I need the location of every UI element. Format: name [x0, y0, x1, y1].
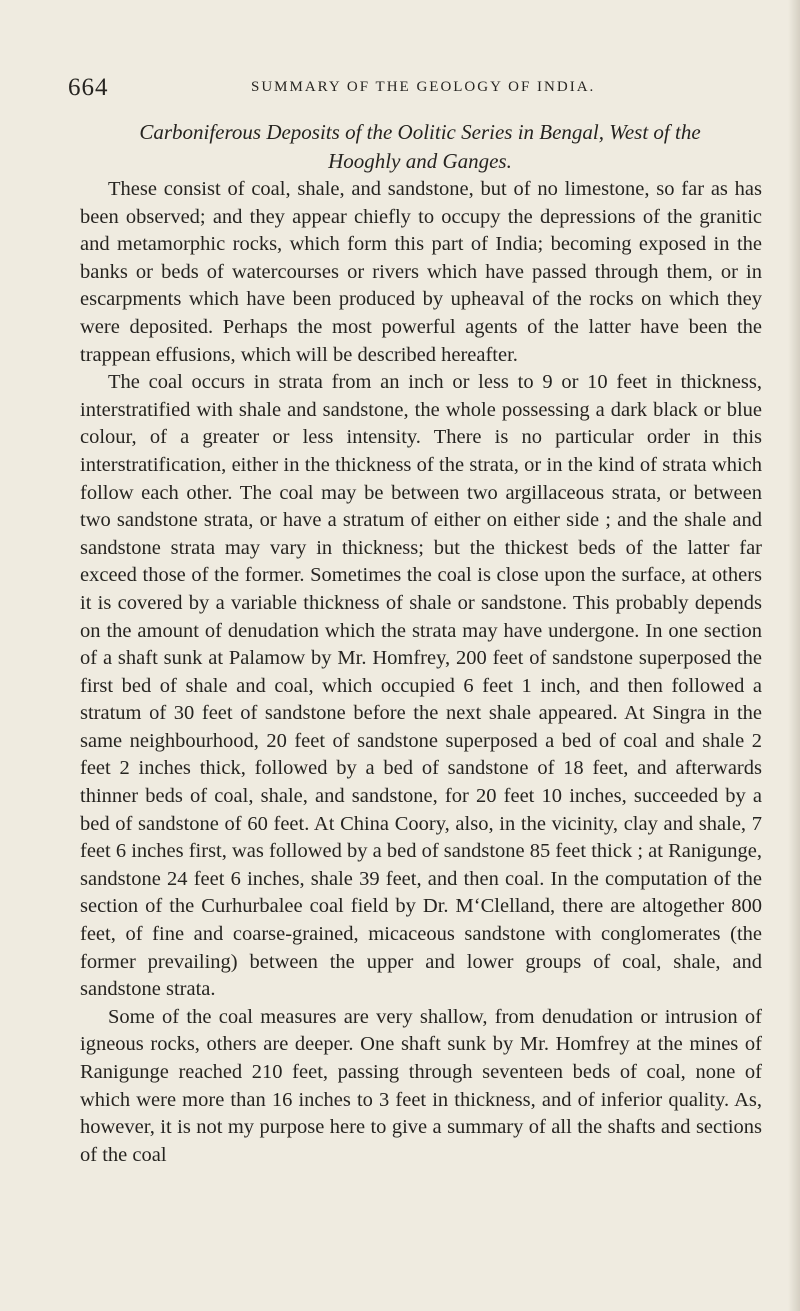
paragraph: The coal occurs in strata from an inch or less to 9 or 10 feet in thickness, interstratified with shale and sandstone, the whole possessing a dark black or blue colour, of a greater or less intensity. There is no particular order in this interstratification, either in the thickness of the strata, or in the kind of strata which follow each other. The coal may be between two argillaceous strata, or between two sandstone strata, or have a stratum of either on either side ; and the shale and sandstone strata may vary in thickness; but the thickest beds of the latter far exceed those of the former. Sometimes the coal is close upon the surface, at others it is covered by a variable thickness of shale or sandstone. This probably depends on the amount of denudation which the strata may have undergone. In one section of a shaft sunk at Palamow by Mr. Homfrey, 200 feet of sandstone superposed the first bed of shale and coal, which occupied 6 feet 1 inch, and then followed a stratum of 30 feet of sandstone before the next shale appeared. At Singra in the same neighbourhood, 20 feet of sandstone superposed a bed of coal and shale 2 feet 2 inches thick, followed by a bed of sandstone of 18 feet, and afterwards thinner beds of coal, shale, and sandstone, for 20 feet 10 inches, succeeded by a bed of sandstone of 60 feet. At China Coory, also, in the vicinity, clay and shale, 7 feet 6 inches first, was followed by a bed of sandstone 85 feet thick ; at Ranigunge, sandstone 24 feet 6 inches, shale 39 feet, and then coal. In the computation of the section of the Curhurbalee coal field by Dr. M‘Clelland, there are altogether 800 feet, of fine and coarse-grained, micaceous sandstone with conglomerates (the former prevailing) between the upper and lower groups of coal, shale, and sandstone strata. [80, 371, 763, 1001]
section-heading-line: Carboniferous Deposits of the Oolitic Series in Bengal, West of the [139, 120, 701, 144]
running-title: SUMMARY OF THE GEOLOGY OF INDIA. [251, 79, 596, 95]
page-number: 664 [68, 74, 109, 101]
paragraph: Some of the coal measures are very shallow, from denudation or intrusion of igneous rocks, others are deeper. One shaft sunk by Mr. Homfrey at the mines of Ranigunge reached 210 feet, passing through seventeen beds of coal, none of which were more than 16 inches to 3 feet in thickness, and of inferior quality. As, however, it is not my purpose here to give a summary of all the shafts and sections of the coal [80, 1005, 762, 1166]
running-head [68, 74, 768, 104]
section-heading-line: Hooghly and Ganges. [328, 149, 512, 173]
paragraph: These consist of coal, shale, and sandstone, but of no limestone, so far as has been observed; and they appear chiefly to occupy the depressions of the granitic and metamorphic rocks, which form this part of India; becoming exposed in the banks or beds of watercourses or rivers which have passed through them, or in escarpments which have been produced by upheaval of the rocks on which they were deposited. Perhaps the most powerful agents of the latter have been the trappean effusions, which will be described hereafter. [80, 178, 762, 366]
page-edge-shadow [788, 0, 800, 1311]
section-heading [80, 118, 760, 176]
body-text [80, 176, 762, 1169]
